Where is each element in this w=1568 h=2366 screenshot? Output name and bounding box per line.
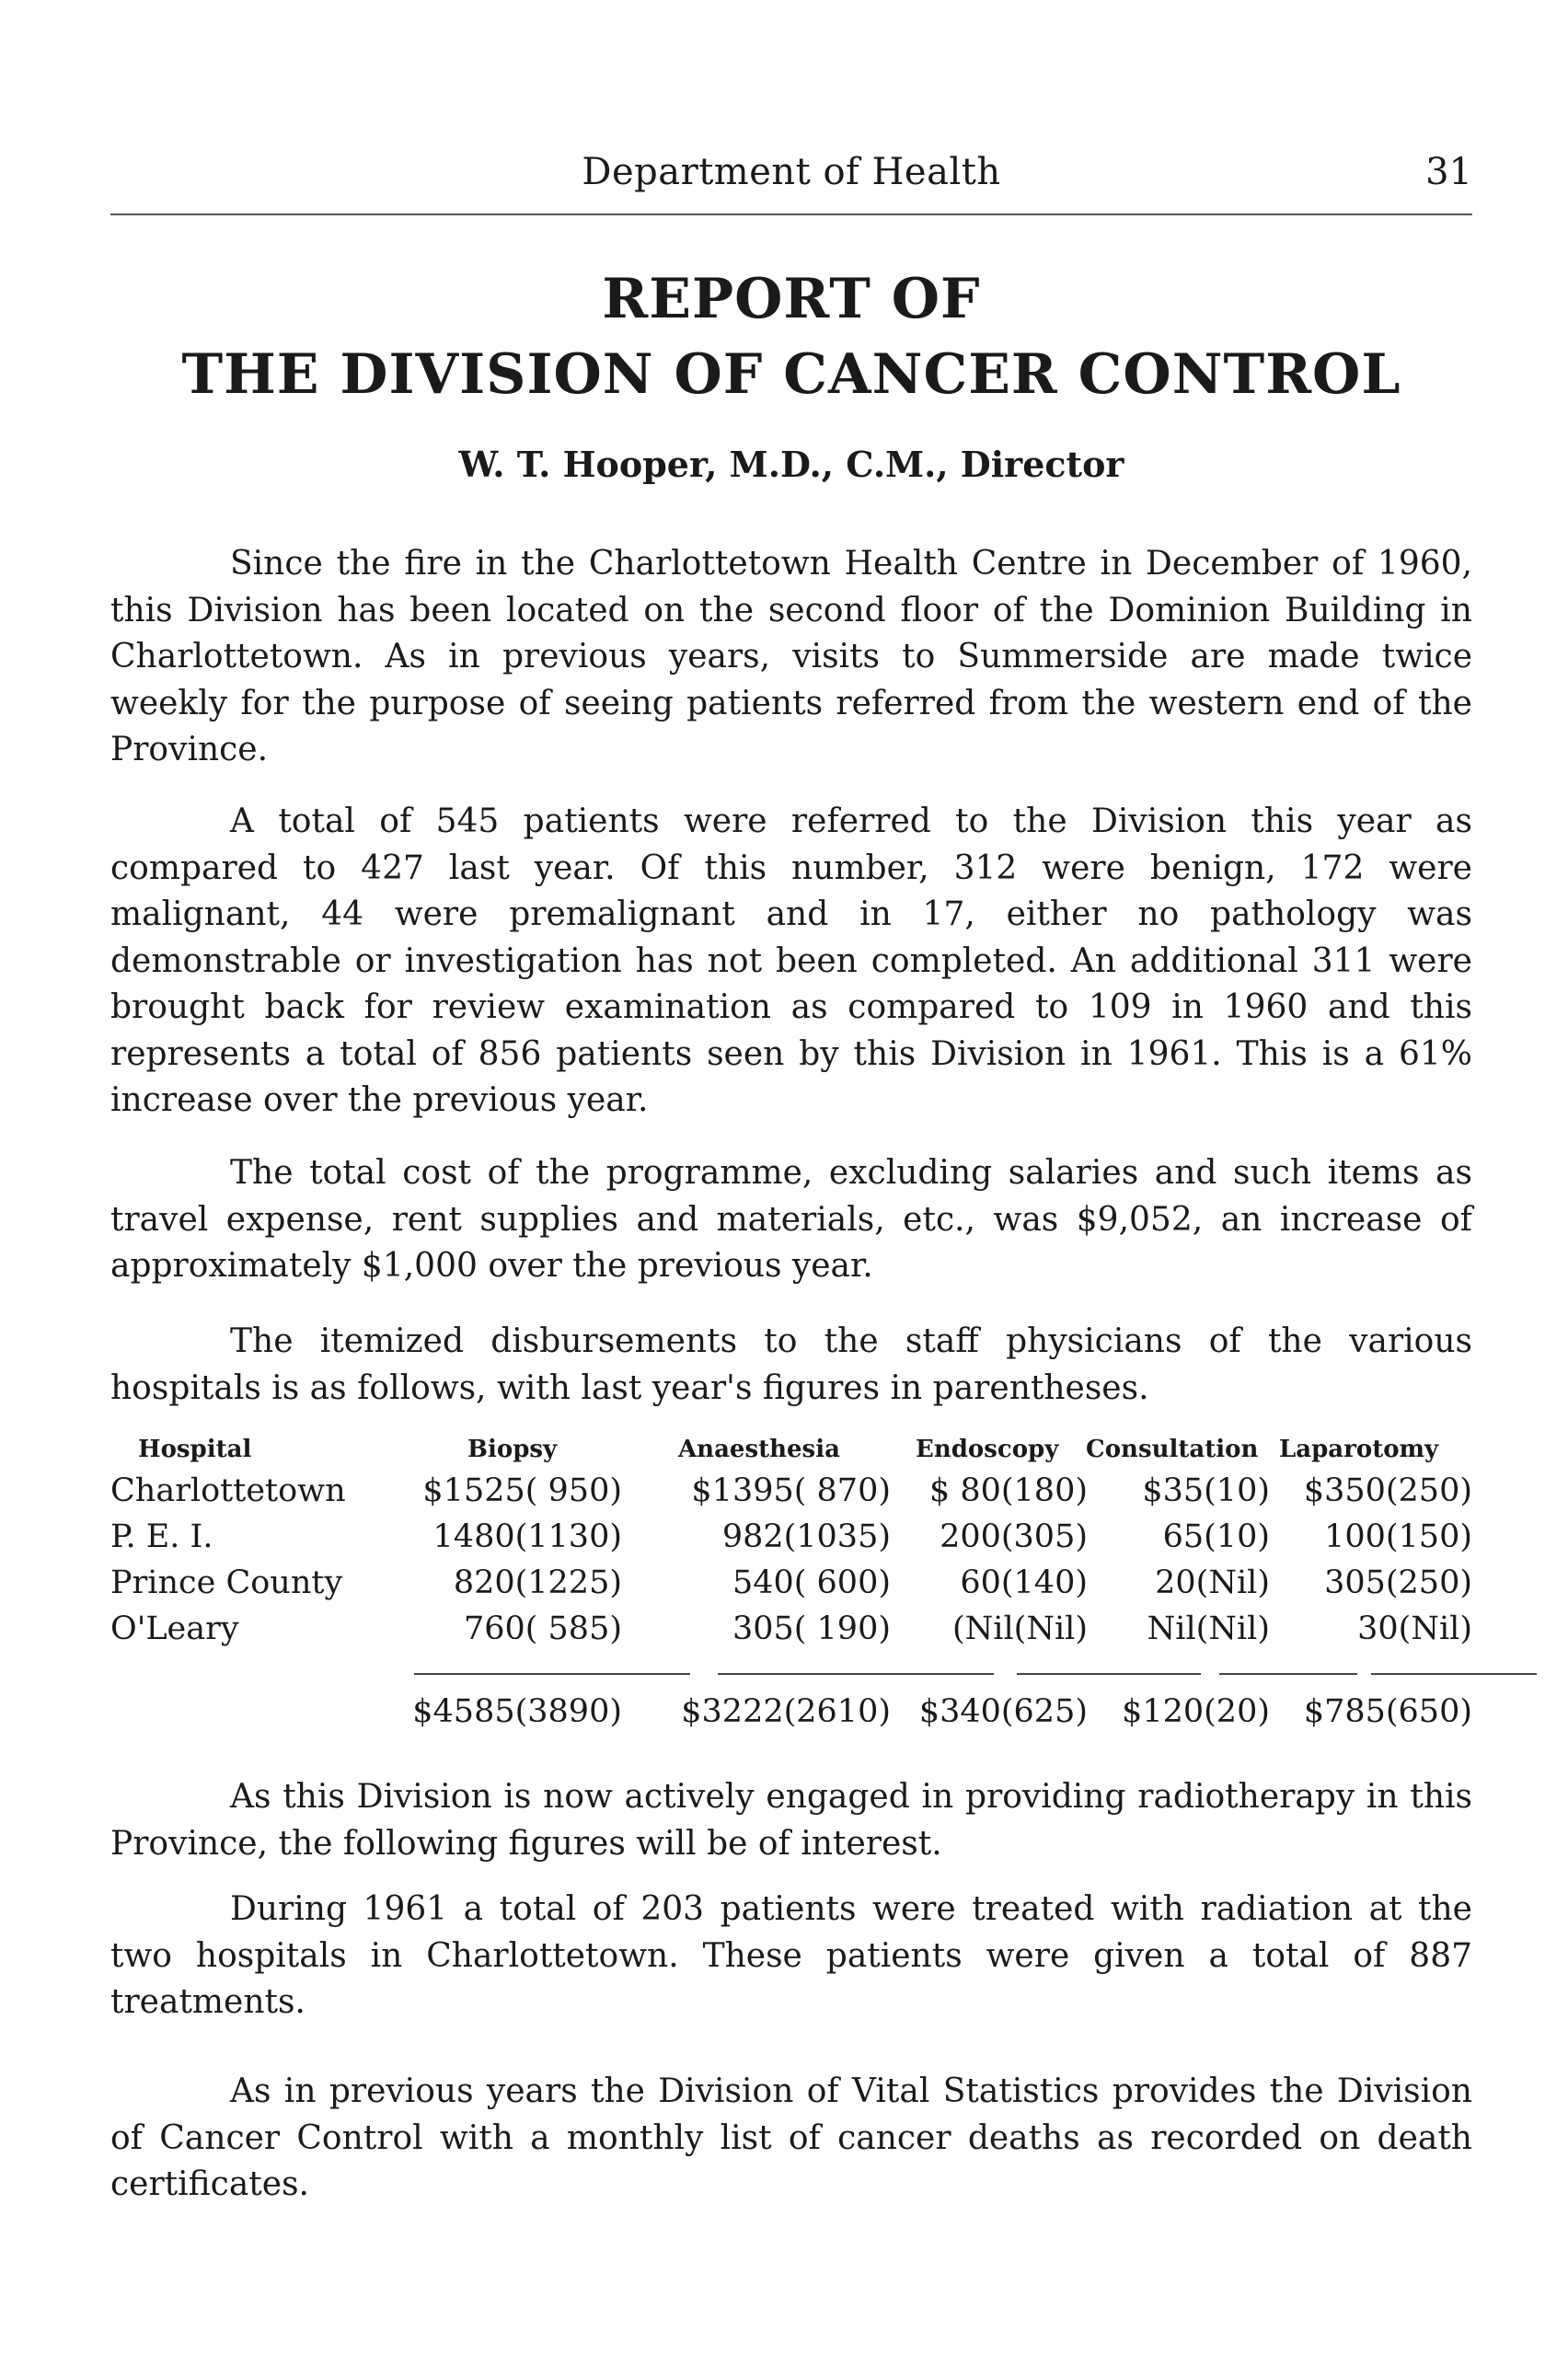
table-totals-row [110, 1693, 1472, 1739]
paragraph-7: As in previous years the Division of Vital Statistics provides the Division of Cancer Control with a monthly list of cancer deaths as recorded on death certificates. [110, 2072, 1472, 2203]
total-rule-anaesthesia [718, 1673, 994, 1675]
paragraph-6: During 1961 a total of 203 patients were treated with radiation at the two hospitals in Charlottetown. These patients were given a total of 887 treatments. [110, 1890, 1472, 2021]
total-rule-biopsy [414, 1673, 690, 1675]
cell-endoscopy: (Nil(Nil) [952, 1610, 1088, 1647]
total-rule-laparotomy [1371, 1673, 1537, 1675]
header-endoscopy: Endoscopy [916, 1436, 1059, 1463]
table-row [110, 1518, 1472, 1564]
cell-consultation: 65(10) [1162, 1518, 1270, 1555]
cell-laparotomy: 30(Nil) [1357, 1610, 1472, 1647]
cell-endoscopy: $ 80(180) [928, 1472, 1088, 1509]
cell-consultation: 20(Nil) [1155, 1564, 1270, 1601]
cell-laparotomy: 305(250) [1324, 1564, 1472, 1601]
header-laparotomy: Laparotomy [1279, 1436, 1439, 1463]
cell-anaesthesia: 305( 190) [732, 1610, 891, 1647]
total-laparotomy: $785(650) [1303, 1693, 1472, 1730]
cell-hospital: O'Leary [110, 1610, 239, 1647]
total-anaesthesia: $3222(2610) [681, 1693, 891, 1730]
page-number: 31 [1425, 151, 1472, 193]
cell-consultation: $35(10) [1142, 1472, 1270, 1509]
cell-consultation: Nil(Nil) [1147, 1610, 1270, 1647]
report-title-line1: REPORT OF [602, 267, 981, 331]
paragraph-2: A total of 545 patients were referred to the Division this year as compared to 427 last year. Of this number, 312 were benign, 172 were malignant, 44 were premalignant and in 17, either no pathology was demonstrable or investigation has not been completed. An additional 311 were brought back for review examination as compared to 109 in 1960 and this represents a total of 856 patients seen by this Division in 1961. This is a 61% increase over the previous year. [110, 802, 1472, 1119]
cell-hospital: Charlottetown [110, 1472, 346, 1509]
cell-biopsy: 760( 585) [463, 1610, 622, 1647]
cell-hospital: Prince County [110, 1564, 343, 1601]
header-anaesthesia: Anaesthesia [678, 1436, 840, 1463]
table-row [110, 1564, 1472, 1610]
table-row [110, 1472, 1472, 1518]
paragraph-5: As this Division is now actively engaged in providing radiotherapy in this Province, the following figures will be of interest. [110, 1778, 1472, 1863]
cell-laparotomy: 100(150) [1324, 1518, 1472, 1555]
disbursements-table [110, 1436, 1472, 1739]
header-consultation: Consultation [1086, 1436, 1259, 1463]
table-row [110, 1610, 1472, 1656]
report-author: W. T. Hooper, M.D., C.M., Director [458, 444, 1124, 485]
totals-rules [110, 1656, 1472, 1693]
paragraph-4: The itemized disbursements to the staff physicians of the various hospitals is as follows, with last year's figures in parentheses. [110, 1322, 1472, 1407]
cell-biopsy: 820(1225) [453, 1564, 622, 1601]
paragraph-3: The total cost of the programme, excluding salaries and such items as travel expense, rent supplies and materials, etc., was $9,052, an increase of approximately $1,000 over the previous year. [110, 1154, 1472, 1285]
cell-hospital: P. E. I. [110, 1518, 213, 1555]
cell-biopsy: $1525( 950) [422, 1472, 622, 1509]
total-rule-consultation [1219, 1673, 1357, 1675]
cell-endoscopy: 60(140) [960, 1564, 1088, 1601]
total-rule-endoscopy [1017, 1673, 1201, 1675]
report-title-line2: THE DIVISION OF CANCER CONTROL [181, 342, 1401, 407]
table-header-row [110, 1436, 1472, 1472]
running-head [110, 147, 1472, 202]
total-biopsy: $4585(3890) [412, 1693, 622, 1730]
cell-endoscopy: 200(305) [940, 1518, 1088, 1555]
cell-laparotomy: $350(250) [1303, 1472, 1472, 1509]
cell-anaesthesia: 982(1035) [721, 1518, 891, 1555]
paragraph-1: Since the fire in the Charlottetown Health Centre in December of 1960, this Division has been located on the second floor of the Dominion Building in Charlottetown. As in previous years, visits to Summerside are made twice weekly for the purpose of seeing patients referred from the western end of the Province. [110, 545, 1472, 768]
total-endoscopy: $340(625) [918, 1693, 1088, 1730]
header-biopsy: Biopsy [467, 1436, 558, 1463]
total-consultation: $120(20) [1122, 1693, 1270, 1730]
cell-anaesthesia: 540( 600) [732, 1564, 891, 1601]
header-hospital: Hospital [138, 1436, 252, 1463]
cell-anaesthesia: $1395( 870) [691, 1472, 891, 1509]
cell-biopsy: 1480(1130) [432, 1518, 622, 1555]
header-rule [110, 214, 1472, 215]
running-head-title: Department of Health [582, 151, 1001, 193]
